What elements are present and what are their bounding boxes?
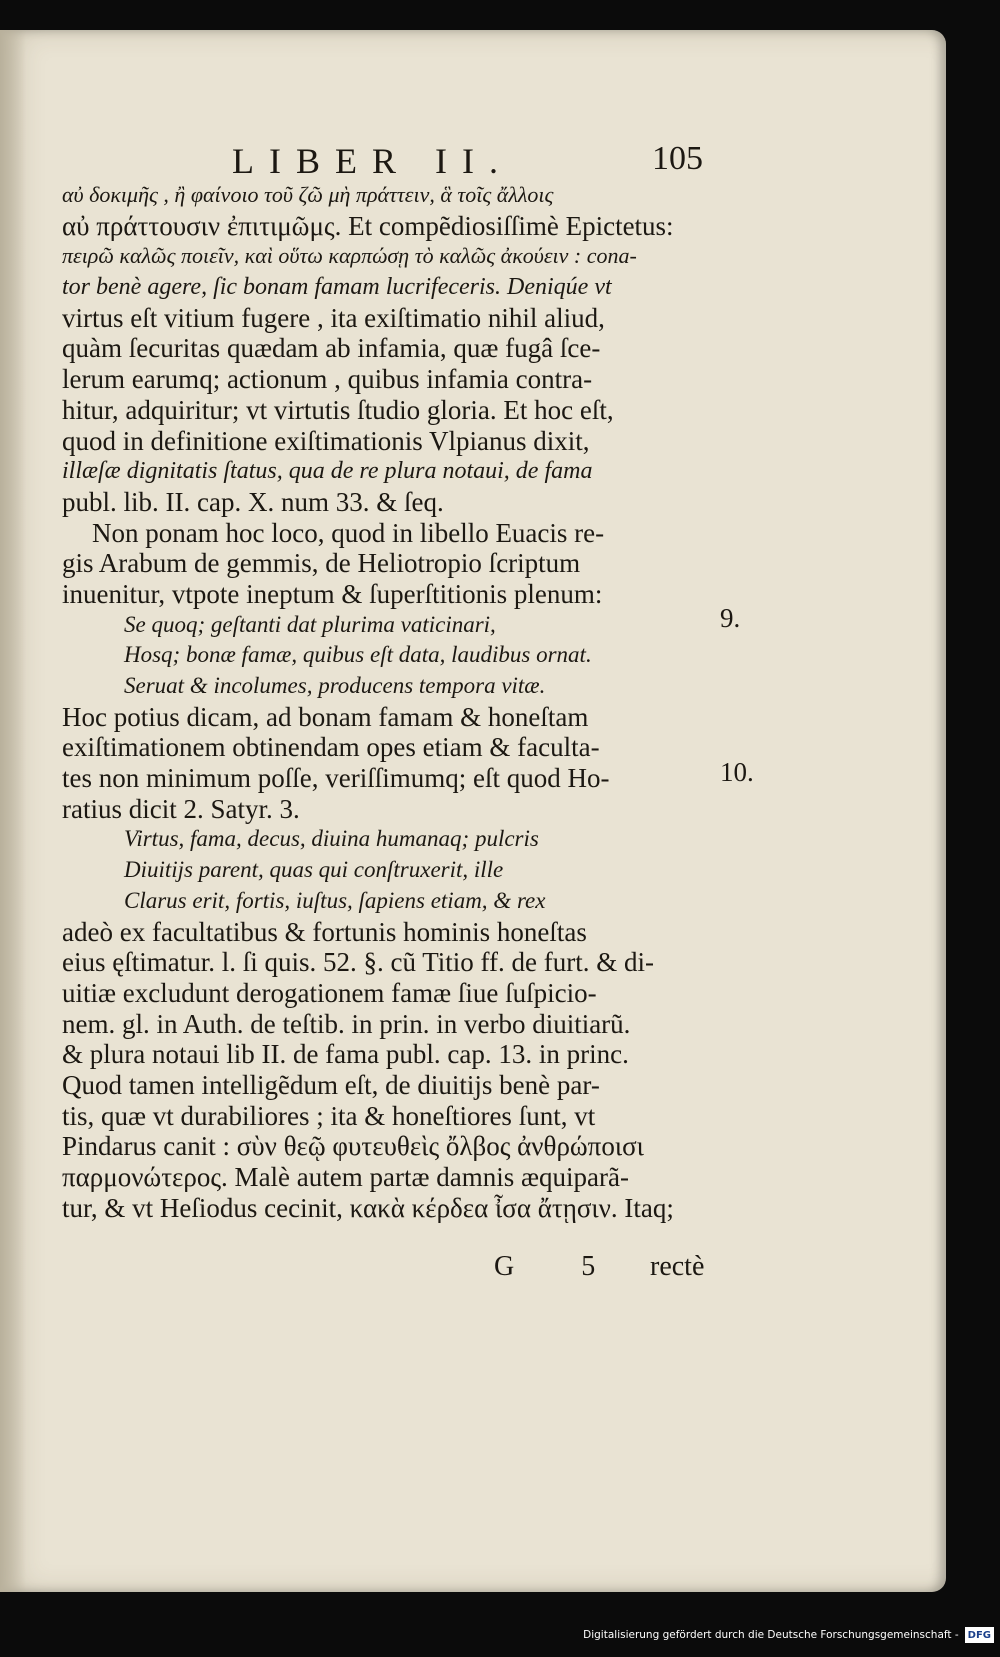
- book-page: [0, 30, 946, 1592]
- page-gutter-shadow: [0, 30, 26, 1592]
- margin-note-10: 10.: [720, 757, 754, 787]
- text-line: Seruat & incolumes, producens tempora vitæ.: [124, 673, 546, 698]
- catchword: rectè: [650, 1251, 705, 1282]
- text-line: publ. lib. II. cap. X. num 33. & ſeq.: [62, 486, 444, 517]
- running-title: LIBER II.: [232, 141, 513, 181]
- text-line: lerum earumq; actionum , quibus infamia contra-: [62, 364, 593, 395]
- text-line: uitiæ excludunt derogationem famæ ſiue ſuſpicio-: [62, 977, 597, 1008]
- text-line: Quod tamen intelligẽdum eſt, de diuitijs benè par-: [62, 1069, 600, 1100]
- text-line: virtus eſt vitium fugere , ita exiſtimatio nihil aliud,: [62, 302, 605, 333]
- body-text: [62, 180, 712, 1223]
- text-line: Diuitijs parent, quas qui conſtruxerit, ille: [124, 857, 504, 883]
- footer-credit: [583, 1621, 994, 1649]
- footer-credit-text: Digitalisierung gefördert durch die Deutsche Forschungsgemeinschaft -: [583, 1629, 959, 1641]
- text-line: & plura notaui lib II. de fama publ. cap. 13. in princ.: [62, 1039, 629, 1070]
- text-line: tur, & vt Heſiodus cecinit, κακὰ κέρδεα ἶσα ἄτῃσιν. Itaq;: [62, 1192, 674, 1223]
- text-line: quàm ſecuritas quædam ab infamia, quæ fugâ ſce-: [62, 333, 601, 364]
- text-line: Hoc potius dicam, ad bonam famam & honeſtam: [62, 701, 589, 732]
- text-line: παρμονώτερος. Malè autem partæ damnis æquiparã-: [62, 1162, 629, 1192]
- text-line: Non ponam hoc loco, quod in libello Euacis re-: [92, 517, 605, 548]
- signature-mark: G 5: [494, 1251, 626, 1282]
- text-line: πειρῶ καλῶς ποιεῖν, καὶ οὕτω καρπώσῃ τὸ καλῶς ἀκούειν : cona-: [62, 243, 637, 269]
- text-line: tis, quæ vt durabiliores ; ita & honeſtiores ſunt, vt: [62, 1100, 596, 1131]
- text-line: Clarus erit, fortis, iuſtus, ſapiens etiam, & rex: [124, 887, 546, 913]
- page-number: 105: [652, 140, 703, 177]
- text-line: ratius dicit 2. Satyr. 3.: [62, 793, 300, 824]
- margin-note-9: 9.: [720, 603, 741, 633]
- text-line: tes non minimum poſſe, veriſſimumq; eſt quod Ho-: [62, 763, 610, 794]
- text-line: quod in definitione exiſtimationis Vlpianus dixit,: [62, 425, 590, 456]
- text-line: Se quoq; geſtanti dat plurima vaticinari,: [124, 611, 496, 637]
- dfg-logo: DFG: [965, 1627, 994, 1643]
- text-line: Hosq; bonæ famæ, quibus eſt data, laudibus ornat.: [124, 642, 592, 668]
- text-line: hitur, adquiritur; vt virtutis ſtudio gloria. Et hoc eſt,: [62, 394, 614, 425]
- text-line: inuenitur, vtpote ineptum & ſuperſtitionis plenum:: [62, 578, 603, 609]
- page-header: [0, 110, 946, 181]
- text-line: gis Arabum de gemmis, de Heliotropio ſcriptum: [62, 548, 581, 579]
- text-line: Pindarus canit : σὺν θεῷ φυτευθεὶς ὄλβος ἀνθρώποισι: [62, 1131, 644, 1162]
- text-line: exiſtimationem obtinendam opes etiam & faculta-: [62, 732, 600, 763]
- text-line: adeò ex facultatibus & fortunis hominis honeſtas: [62, 916, 587, 947]
- text-line: tor benè agere, ſic bonam famam lucrifeceris. Deniqúe vt: [62, 274, 612, 301]
- text-line: αὐ πράττουσιν ἐπιτιμῶμς. Et compẽdiosiſſimè Epictetus:: [62, 210, 674, 241]
- text-line: Virtus, fama, decus, diuina humanaq; pulcris: [124, 826, 539, 852]
- text-line: αὐ δοκιμῆς , ἢ φαίνοιο τοῦ ζῶ μὴ πράττειν, ἃ τοῖς ἄλλοις: [62, 182, 554, 207]
- text-line: eius ęſtimatur. l. ſi quis. 52. §. cũ Titio ff. de furt. & di-: [62, 947, 654, 978]
- text-line: nem. gl. in Auth. de teſtib. in prin. in verbo diuitiarũ.: [62, 1008, 631, 1039]
- text-line: illæſæ dignitatis ſtatus, qua de re plura notaui, de fama: [62, 458, 593, 485]
